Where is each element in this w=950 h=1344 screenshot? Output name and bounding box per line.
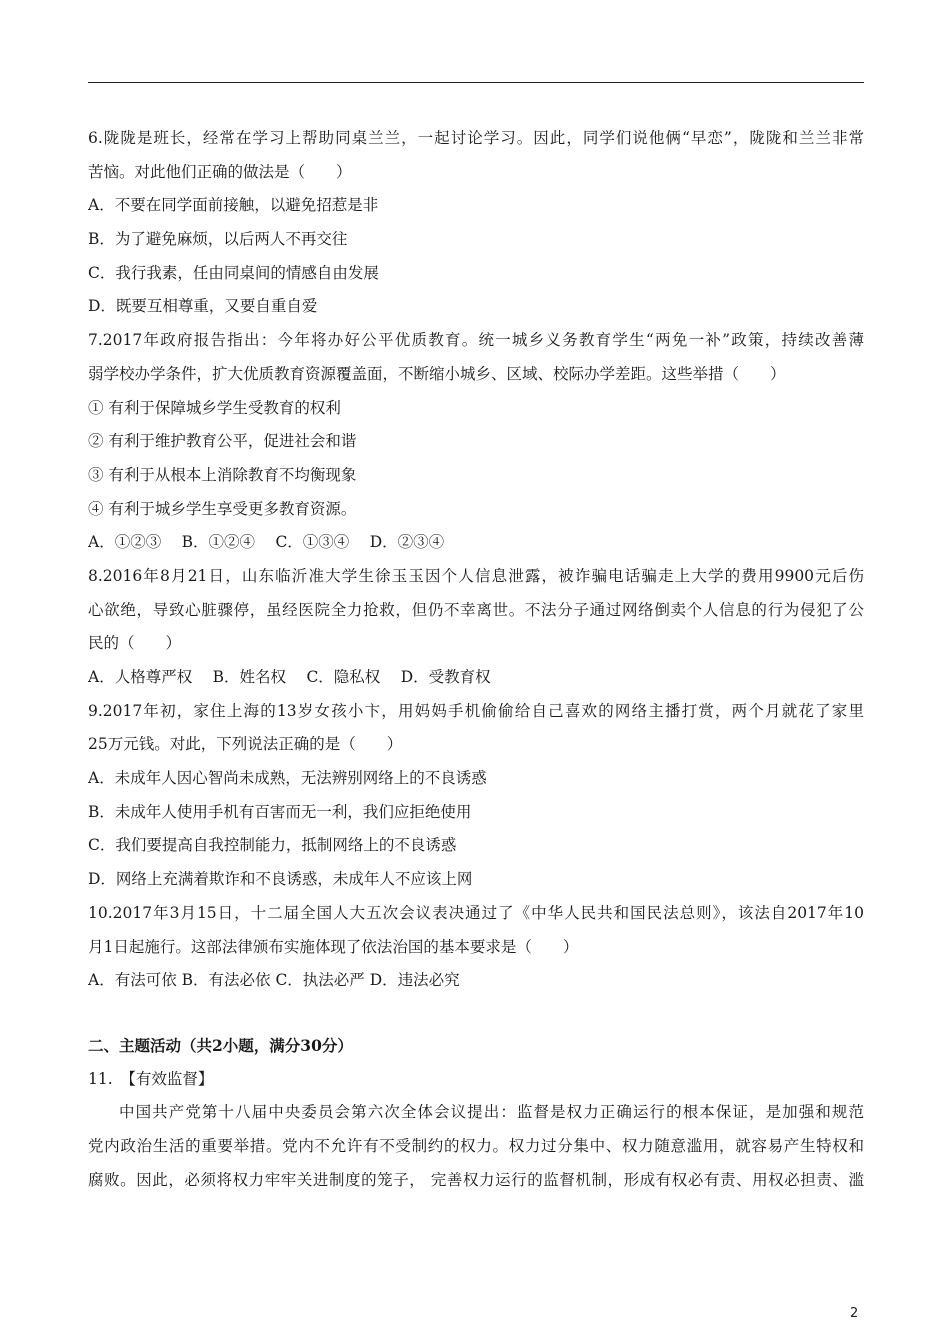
q6-stem-line-1: 6.陇陇是班长，经常在学习上帮助同桌兰兰，一起讨论学习。因此，同学们说他俩“早恋”，陇陇和兰兰非常 (88, 129, 864, 147)
q11-paragraph-line-2: 党内政治生活的重要举措。党内不允许有不受制约的权力。权力过分集中、权力随意滥用，就容易产生特权和 (88, 1136, 864, 1155)
section-gap (88, 998, 864, 1029)
q6-option-d: D．既要互相尊重，又要自重自爱 (88, 297, 318, 316)
q11-paragraph-line-1: 中国共产党第十八届中央委员会第六次全体会议提出：监督是权力正确运行的根本保证，是加强和规范 (119, 1103, 864, 1122)
q8-stem-line-2: 心欲绝，导致心脏骤停，虽经医院全力抢救，但仍不幸离世。不法分子通过网络倒卖个人信息的行为侵犯了公 (88, 600, 864, 619)
q9-option-d: D．网络上充满着欺诈和不良诱惑，未成年人不应该上网 (88, 870, 473, 889)
q7-stem-line-2: 弱学校办学条件，扩大优质教育资源覆盖面，不断缩小城乡、区域、校际办学差距。这些举措（ ） (88, 364, 786, 383)
q7-statement-2: ② 有利于维护教育公平，促进社会和谐 (88, 432, 357, 451)
q7-statement-4: ④ 有利于城乡学生享受更多教育资源。 (88, 499, 357, 518)
q6-option-b: B．为了避免麻烦，以后两人不再交往 (88, 230, 348, 249)
q9-option-b: B．未成年人使用手机有百害而无一利，我们应拒绝使用 (88, 802, 472, 821)
q10-options: A．有法可依 B．有法必依 C．执法必严 D．违法必究 (88, 971, 460, 990)
q10-stem-line-2: 月1日起施行。这部法律颁布实施体现了依法治国的基本要求是（ ） (88, 937, 579, 956)
q8-stem-line-1: 8.2016年8月21日，山东临沂准大学生徐玉玉因个人信息泄露，被诈骗电话骗走上大学的费用9900元后伤 (88, 566, 864, 585)
q6-option-a: A．不要在同学面前接触，以避免招惹是非 (88, 196, 379, 215)
header-rule (88, 82, 864, 83)
q7-options: A．①②③ B．①②④ C．①③④ D．②③④ (88, 533, 445, 552)
q9-option-a: A．未成年人因心智尚未成熟，无法辨别网络上的不良诱惑 (88, 769, 487, 788)
q6-stem-line-2: 苦恼。对此他们正确的做法是（ ） (88, 162, 352, 181)
q9-stem-line-1: 9.2017年初，家住上海的13岁女孩小卞，用妈妈手机偷偷给自己喜欢的网络主播打赏，两个月就花了家里 (88, 701, 864, 720)
page-content (88, 122, 864, 1197)
q6-option-c: C．我行我素，任由同桌间的情感自由发展 (88, 263, 379, 282)
section-2-title: 二、主题活动（共2小题，满分30分） (88, 1035, 353, 1055)
q9-stem-line-2: 25万元钱。对此，下列说法正确的是（ ） (88, 735, 403, 754)
q7-statement-1: ① 有利于保障城乡学生受教育的权利 (88, 398, 341, 417)
q11-paragraph-line-3: 腐败。因此，必须将权力牢牢关进制度的笼子， 完善权力运行的监督机制，形成有权必有责、用权必担责、滥 (88, 1170, 864, 1189)
q9-option-c: C．我们要提高自我控制能力，抵制网络上的不良诱惑 (88, 836, 457, 855)
q10-stem-line-1: 10.2017年3月15日，十二届全国人大五次会议表决通过了《中华人民共和国民法总则》，该法自2017年10 (88, 903, 864, 922)
q7-statement-3: ③ 有利于从根本上消除教育不均衡现象 (88, 465, 357, 484)
q7-stem-line-1: 7.2017年政府报告指出：今年将办好公平优质教育。统一城乡义务教育学生“两免一补”政策，持续改善薄 (88, 331, 864, 350)
page-number: 2 (850, 1306, 859, 1321)
q8-options: A．人格尊严权 B．姓名权 C．隐私权 D．受教育权 (88, 668, 491, 686)
q11-label: 11. 【有效监督】 (88, 1069, 214, 1088)
q8-stem-line-3: 民的（ ） (88, 634, 182, 653)
